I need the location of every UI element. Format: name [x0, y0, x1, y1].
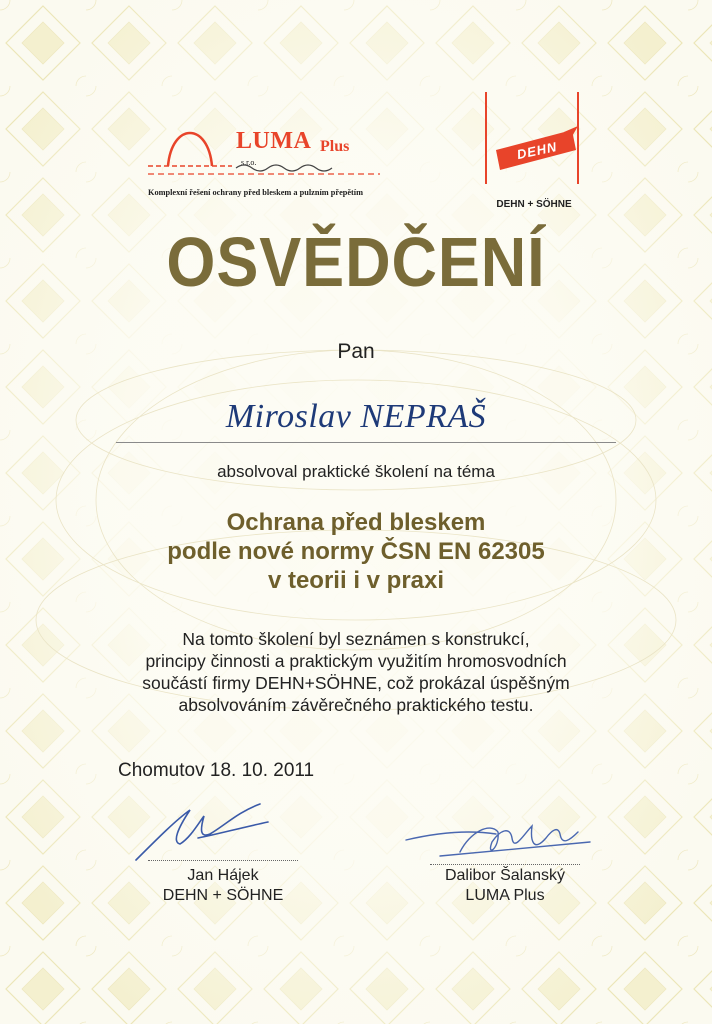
signatory-company: DEHN + SÖHNE	[162, 887, 284, 904]
description	[0, 628, 712, 716]
luma-logo-legal-form: s.r.o.	[241, 158, 257, 167]
course-line: podle nové normy ČSN EN 62305	[167, 538, 545, 565]
description-line: absolvováním závěrečného praktického testu.	[178, 695, 534, 715]
recipient-underline	[116, 442, 616, 443]
signatory-name: Dalibor Šalanský	[444, 867, 566, 884]
luma-logo-name: LUMA	[236, 128, 312, 154]
signature-left	[128, 866, 318, 906]
signature-left-handwriting	[128, 798, 278, 868]
certificate-title: OSVĚDČENÍ	[166, 223, 546, 301]
course-title	[0, 508, 712, 595]
salutation: Pan	[337, 340, 375, 363]
intro-text: absolvoval praktické školení na téma	[217, 462, 495, 481]
dehn-logo-caption: DEHN + SÖHNE	[496, 199, 572, 210]
signatory-company: LUMA Plus	[465, 887, 545, 904]
dehn-logo-word: DEHN	[515, 138, 559, 163]
course-line: Ochrana před bleskem	[226, 509, 486, 536]
description-line: součástí firmy DEHN+SÖHNE, což prokázal úspěšným	[142, 673, 570, 693]
signature-right	[420, 866, 590, 906]
description-line: Na tomto školení byl seznámen s konstrukcí,	[182, 629, 530, 649]
place-date: Chomutov 18. 10. 2011	[118, 760, 315, 781]
course-line: v teorii i v praxi	[267, 567, 445, 594]
luma-logo-tagline: Komplexní řešení ochrany před bleskem a pulzním přepětím	[148, 188, 364, 197]
signature-right-line	[430, 864, 580, 865]
signature-left-line	[148, 860, 298, 861]
description-line: principy činnosti a praktickým využitím hromosvodních	[145, 651, 567, 671]
luma-logo-plus: Plus	[320, 138, 350, 155]
recipient-name: Miroslav NEPRAŠ	[225, 398, 487, 435]
signatory-name: Jan Hájek	[187, 867, 259, 884]
